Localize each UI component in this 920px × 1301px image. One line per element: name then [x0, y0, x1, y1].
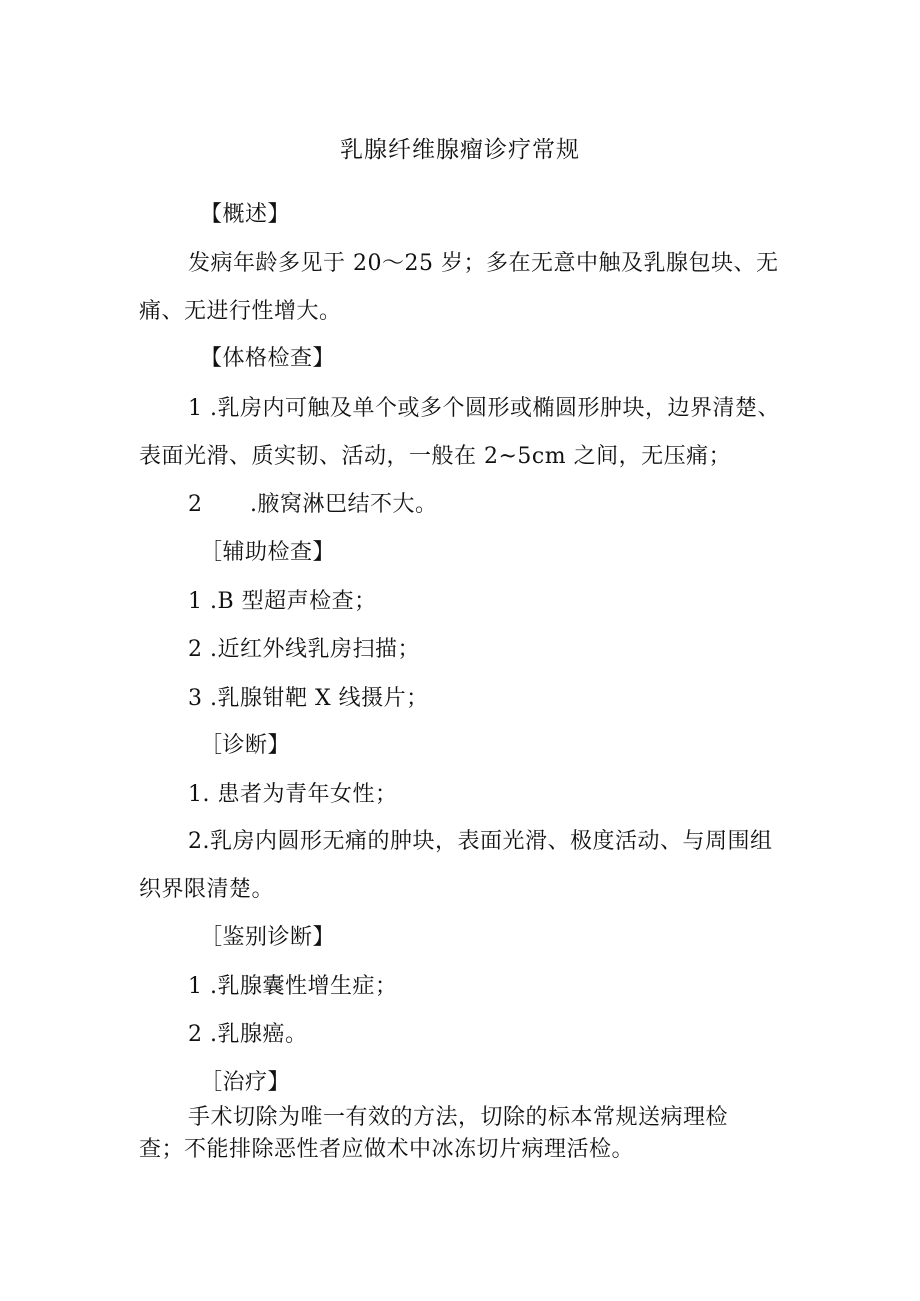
- list-item: 2 .近红外线乳房扫描；: [188, 637, 420, 662]
- list-item-number: 2: [188, 492, 203, 517]
- paragraph-line: 表面光滑、质实韧、活动，一般在 2~5cm 之间，无压痛；: [139, 444, 732, 469]
- list-item: 1 .乳房内可触及单个或多个圆形或椭圆形肿块，边界清楚、: [188, 396, 780, 421]
- section-heading-auxiliary-exam: ［辅助检查】: [200, 540, 336, 565]
- section-heading-treatment: ［治疗】: [200, 1070, 291, 1095]
- section-heading-differential-diagnosis: ［鉴别诊断】: [200, 925, 336, 950]
- paragraph-line: 发病年龄多见于 20～25 岁；多在无意中触及乳腺包块、无: [188, 251, 779, 276]
- paragraph-line: 痛、无进行性增大。: [139, 299, 342, 324]
- list-item: 2.乳房内圆形无痛的肿块，表面光滑、极度活动、与周围组: [188, 829, 773, 854]
- list-item: 1. 患者为青年女性；: [188, 782, 398, 807]
- section-heading-physical-exam: 【体格检查】: [200, 346, 336, 371]
- paragraph-line: 手术切除为唯一有效的方法，切除的标本常规送病理检: [188, 1105, 729, 1130]
- paragraph-line: 查；不能排除恶性者应做术中冰冻切片病理活检。: [139, 1137, 635, 1162]
- paragraph-line: 织界限清楚。: [139, 877, 275, 902]
- list-item: [188, 489, 438, 521]
- section-heading-diagnosis: ［诊断】: [200, 733, 291, 758]
- list-item: 1 .B 型超声检查；: [188, 589, 377, 614]
- list-item-text: .腋窝淋巴结不大。: [250, 492, 438, 517]
- list-item: 1 .乳腺囊性增生症；: [188, 974, 398, 999]
- list-item: 3 .乳腺钳靶 X 线摄片；: [188, 686, 429, 711]
- section-heading-overview: 【概述】: [200, 202, 291, 227]
- document-title: 乳腺纤维腺瘤诊疗常规: [340, 137, 580, 163]
- list-item: 2 .乳腺癌。: [188, 1022, 308, 1047]
